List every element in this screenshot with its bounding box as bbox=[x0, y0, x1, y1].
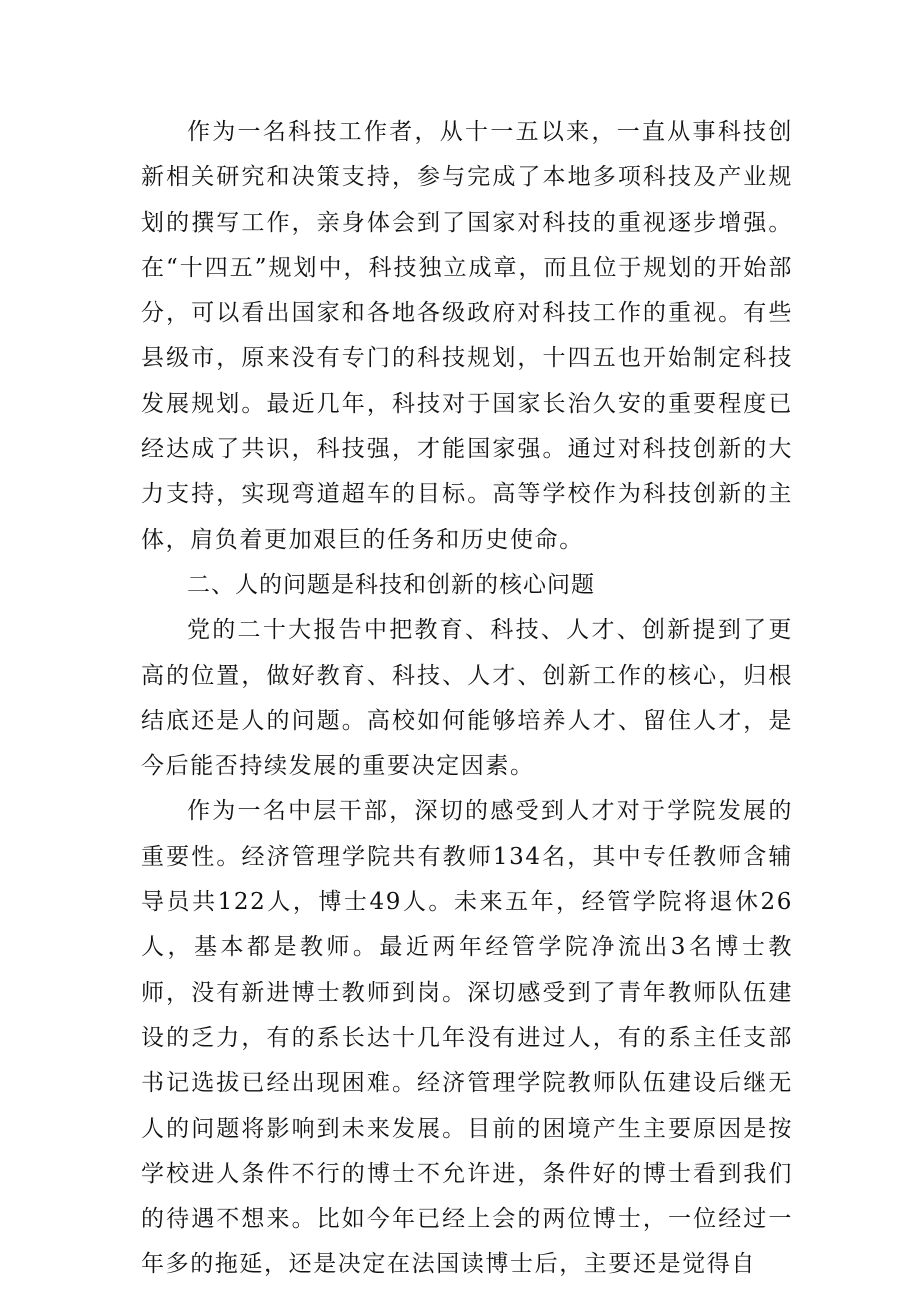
section-heading-2: 二、人的问题是科技和创新的核心问题 bbox=[187, 571, 595, 598]
paragraph-science-work: 作为一名科技工作者，从十一五以来，一直从事科技创新相关研究和决策支持，参与完成了本地多项科技及产业规划的撰写工作，亲身体会到了国家对科技的重视逐步增强。在“十四五”规划中，科技独立成章，而且位于规划的开始部分，可以看出国家和各地各级政府对科技工作的重视。有些县级市，原来没有专门的科技规划，十四五也开始制定科技发展规划。最近几年，科技对于国家长治久安的重要程度已经达成了共识，科技强，才能国家强。通过对科技创新的大力支持，实现弯道超车的目标。高等学校作为科技创新的主体，肩负着更加艰巨的任务和历史使命。 bbox=[141, 119, 793, 553]
document-page bbox=[141, 110, 793, 1288]
paragraph-faculty-building: 作为一名中层干部，深切的感受到人才对于学院发展的重要性。经济管理学院共有教师134名，其中专任教师含辅导员共122人，博士49人。未来五年，经管学院将退休26人，基本都是教师。最近两年经管学院净流出3名博士教师，没有新进博士教师到岗。深切感受到了青年教师队伍建设的乏力，有的系长达十几年没有进过人，有的系主任支部书记选拔已经出现困难。经济管理学院教师队伍建设后继无人的问题将影响到未来发展。目前的困境产生主要原因是按学校进人条件不行的博士不允许进，条件好的博士看到我们的待遇不想来。比如今年已经上会的两位博士，一位经过一年多的拖延，还是决定在法国读博士后，主要还是觉得自 bbox=[141, 798, 793, 1278]
paragraph-party-report: 党的二十大报告中把教育、科技、人才、创新提到了更高的位置，做好教育、科技、人才、创新工作的核心，归根结底还是人的问题。高校如何能够培养人才、留住人才，是今后能否持续发展的重要决定因素。 bbox=[141, 617, 793, 780]
